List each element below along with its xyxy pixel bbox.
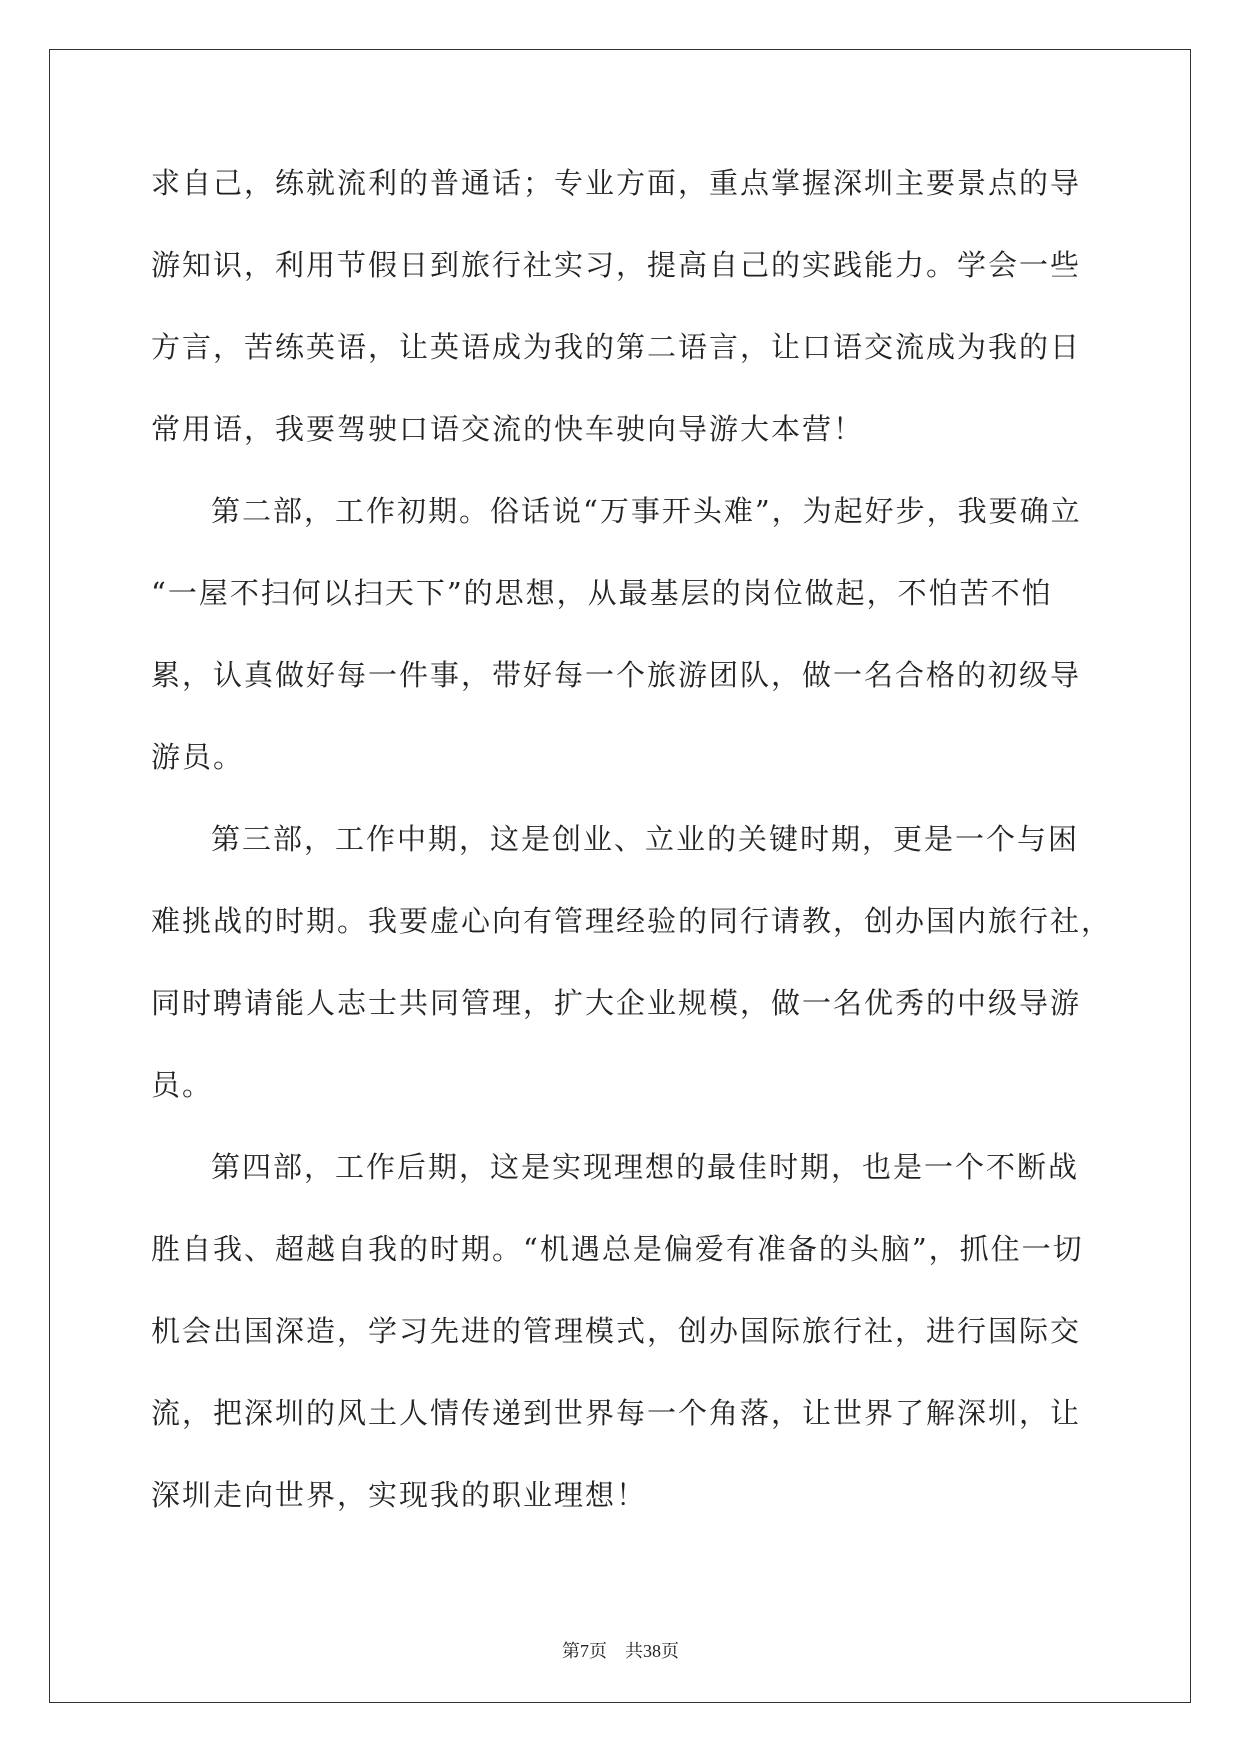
text-line: 流，把深圳的风土人情传递到世界每一个角落，让世界了解深圳，让 (151, 1396, 1082, 1430)
text-line: 游知识，利用节假日到旅行社实习，提高自己的实践能力。学会一些 (151, 248, 1082, 282)
page-number: 第7页 (562, 1641, 607, 1661)
text-line: 同时聘请能人志士共同管理，扩大企业规模，做一名优秀的中级导游 (151, 986, 1082, 1020)
paragraph-start-line: 第四部，工作后期，这是实现理想的最佳时期，也是一个不断战 (211, 1150, 1080, 1184)
text-line: 机会出国深造，学习先进的管理模式，创办国际旅行社，进行国际交 (151, 1314, 1082, 1348)
text-line: 深圳走向世界，实现我的职业理想！ (151, 1478, 648, 1512)
text-line: 求自己，练就流利的普通话；专业方面，重点掌握深圳主要景点的导 (151, 166, 1082, 200)
document-body (151, 160, 1113, 1554)
paragraph-start-line: 第三部，工作中期，这是创业、立业的关键时期，更是一个与困 (211, 822, 1080, 856)
page-total: 共38页 (625, 1641, 679, 1661)
text-line: 方言，苦练英语，让英语成为我的第二语言，让口语交流成为我的日 (151, 330, 1082, 364)
text-line: 员。 (151, 1068, 214, 1102)
text-line: 常用语，我要驾驶口语交流的快车驶向导游大本营！ (151, 412, 865, 446)
text-line: “一屋不扫何以扫天下”的思想，从最基层的岗位做起，不怕苦不怕 (151, 576, 1053, 610)
text-line: 胜自我、超越自我的时期。“机遇总是偏爱有准备的头脑”，抓住一切 (151, 1232, 1084, 1266)
paragraph-start-line: 第二部，工作初期。俗话说“万事开头难”，为起好步，我要确立 (211, 494, 1082, 528)
page-footer (0, 1637, 1241, 1663)
text-line: 难挑战的时期。我要虚心向有管理经验的同行请教，创办国内旅行社， (151, 904, 1113, 938)
text-line: 累，认真做好每一件事，带好每一个旅游团队，做一名合格的初级导 (151, 658, 1082, 692)
text-line: 游员。 (151, 740, 245, 774)
